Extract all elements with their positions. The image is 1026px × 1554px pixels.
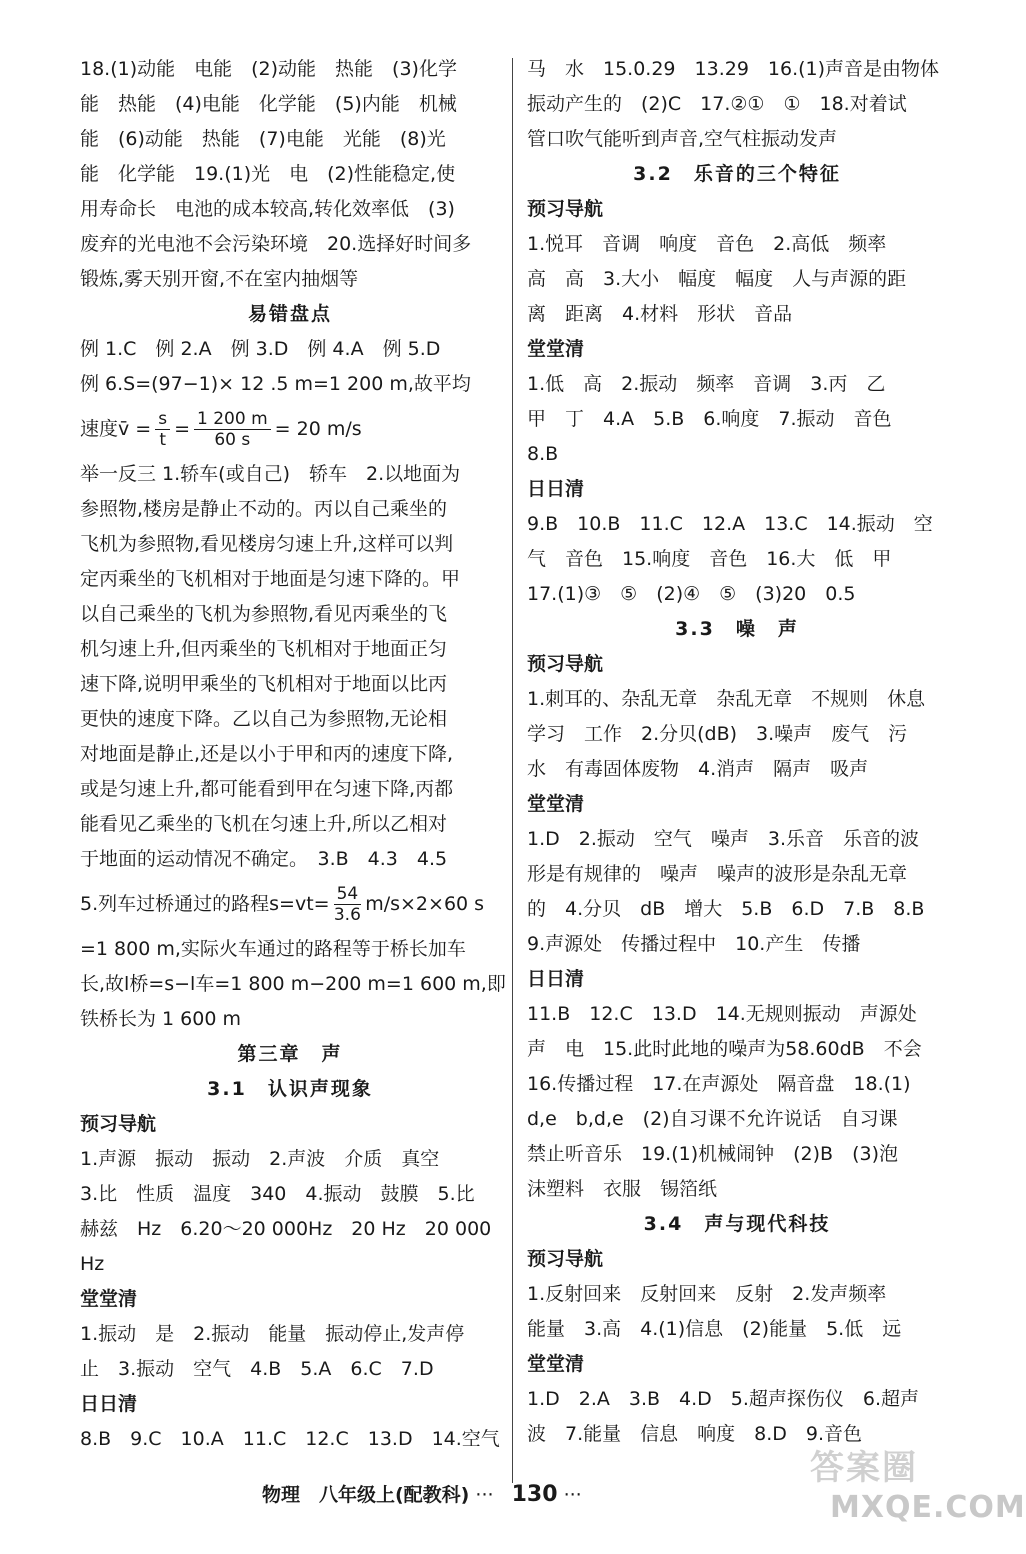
watermark-url: MXQE.COM [830,1490,1026,1525]
answer-line: 1.低 高 2.振动 频率 音调 3.丙 乙 [527,373,886,395]
answer-line: 气 音色 15.响度 音色 16.大 低 甲 [527,548,892,570]
subheading-yuxi: 预习导航 [527,198,604,220]
fraction-denominator: t [159,430,166,450]
answer-line: 于地面的运动情况不确定。 3.B 4.3 4.5 [80,848,448,870]
text-block [527,367,947,472]
text-block [80,1317,500,1387]
answer-line: 用寿命长 电池的成本较高,转化效率低 (3) [80,198,455,220]
subheading-yuxi: 预习导航 [527,1248,604,1270]
answer-line: 1.振动 是 2.振动 能量 振动停止,发声停 [80,1323,465,1345]
text-block [527,227,947,332]
chapter-title: 第三章 声 [237,1043,343,1065]
answer-line: 能量 3.高 4.(1)信息 (2)能量 5.低 远 [527,1318,902,1340]
answer-line: 能 化学能 19.(1)光 电 (2)性能稳定,使 [80,163,456,185]
subheading-tangtang: 堂堂清 [527,338,585,360]
formula-text: 速度v̄ = [80,418,152,440]
answer-line: 能看见乙乘坐的飞机在匀速上升,所以乙相对 [80,813,448,835]
text-block [527,1277,947,1347]
page-number: 130 [511,1482,558,1507]
answer-line: 速下降,说明甲乘坐的飞机相对于地面以比丙 [80,673,448,695]
answer-line: 举一反三 1.轿车(或自己) 轿车 2.以地面为 [80,463,461,485]
answer-line: d,e b,d,e (2)自习课不允许说话 自习课 [527,1108,898,1130]
formula-text: = 20 m/s [274,418,362,440]
formula-text: 5.列车过桥通过的路程s=vt= [80,893,330,915]
answer-line: 废弃的光电池不会污染环境 20.选择好时间多 [80,233,472,255]
subheading-riri: 日日清 [80,1393,138,1415]
text-block [527,682,947,787]
watermark-logo [760,1440,1026,1530]
answer-line: 能 (6)动能 热能 (7)电能 光能 (8)光 [80,128,446,150]
fraction-numerator: 1 200 m [194,409,271,430]
answer-line: 长,故l桥=s−l车=1 800 m−200 m=1 600 m,即 [80,973,506,995]
fraction [155,409,170,450]
answer-line: 参照物,楼房是静止不动的。丙以自己乘坐的 [80,498,448,520]
answer-line: 1.D 2.A 3.B 4.D 5.超声探伤仪 6.超声 [527,1388,920,1410]
footer-subject: 物理 八年级上(配教科) [262,1484,470,1506]
answer-line: 17.(1)③ ⑤ (2)④ ⑤ (3)20 0.5 [527,583,856,605]
answer-line: 水 有毒固体废物 4.消声 隔声 吸声 [527,758,869,780]
subheading-yuxi: 预习导航 [80,1113,157,1135]
subheading-riri: 日日清 [527,968,585,990]
answer-line: 锻炼,雾天别开窗,不在室内抽烟等 [80,268,359,290]
answer-line: 9.B 10.B 11.C 12.A 13.C 14.振动 空 [527,513,933,535]
answer-line: 1.刺耳的、杂乱无章 杂乱无章 不规则 休息 [527,688,926,710]
section-title: 3.4 声与现代科技 [643,1213,831,1235]
formula-text: = [174,418,190,440]
answer-line: 11.B 12.C 13.D 14.无规则振动 声源处 [527,1003,917,1025]
example-line: 例 6.S=(97−1)× 12 .5 m=1 200 m,故平均 [80,373,471,395]
watermark-text: 答案圈 [810,1448,918,1488]
subheading-yuxi: 预习导航 [527,653,604,675]
answer-line: 8.B 9.C 10.A 11.C 12.C 13.D 14.空气 [80,1428,500,1450]
answer-line: 飞机为参照物,看见楼房匀速上升,这样可以判 [80,533,454,555]
text-block [527,507,947,612]
text-block [80,457,500,877]
answer-line: 甲 丁 4.A 5.B 6.响度 7.振动 音色 [527,408,892,430]
answer-line: 高 高 3.大小 幅度 幅度 人与声源的距 [527,268,907,290]
answer-line: 离 距离 4.材料 形状 音品 [527,303,793,325]
answer-line: 对地面是静止,还是以小于甲和丙的速度下降, [80,743,454,765]
answer-line: 机匀速上升,但丙乘坐的飞机相对于地面正匀 [80,638,448,660]
answer-line: 8.B [527,443,559,465]
answer-line: 1.声源 振动 振动 2.声波 介质 真空 [80,1148,440,1170]
section-title: 3.1 认识声现象 [207,1078,373,1100]
text-block [80,1142,500,1282]
fraction-numerator: s [155,409,170,430]
answer-line: 马 水 15.0.29 13.29 16.(1)声音是由物体 [527,58,940,80]
answer-line: 形是有规律的 噪声 噪声的波形是杂乱无章 [527,863,908,885]
answer-line: 的 4.分贝 dB 增大 5.B 6.D 7.B 8.B [527,898,925,920]
answer-line: 定丙乘坐的飞机相对于地面是匀速下降的。甲 [80,568,461,590]
answer-line: 或是匀速上升,都可能看到甲在匀速下降,丙都 [80,778,454,800]
section-title: 3.3 噪 声 [675,618,799,640]
fraction-denominator: 60 s [214,430,251,450]
text-block [527,997,947,1207]
answer-line: 更快的速度下降。乙以自己为参照物,无论相 [80,708,448,730]
section-title: 3.2 乐音的三个特征 [633,163,841,185]
example-line: 例 1.C 例 2.A 例 3.D 例 4.A 例 5.D [80,338,441,360]
answer-line: 声 电 15.此时此地的噪声为58.60dB 不会 [527,1038,922,1060]
subheading-tangtang: 堂堂清 [80,1288,138,1310]
answer-line: =1 800 m,实际火车通过的路程等于桥长加车 [80,938,466,960]
left-column [80,52,506,1457]
answer-line: Hz [80,1253,105,1275]
answer-line: 波 7.能量 信息 响度 8.D 9.音色 [527,1423,863,1445]
answer-line: 止 3.振动 空气 4.B 5.A 6.C 7.D [80,1358,434,1380]
fraction-denominator: 3.6 [333,905,361,925]
subheading-riri: 日日清 [527,478,585,500]
text-block [80,52,500,297]
answer-line: 1.悦耳 音调 响度 音色 2.高低 频率 [527,233,887,255]
subheading-tangtang: 堂堂清 [527,793,585,815]
answer-line: 1.反射回来 反射回来 反射 2.发声频率 [527,1283,887,1305]
text-block [80,932,506,1037]
right-column [527,52,947,1452]
answer-line: 赫兹 Hz 6.20～20 000Hz 20 Hz 20 000 [80,1218,492,1240]
answer-line: 铁桥长为 1 600 m [80,1008,241,1030]
text-block [80,1422,500,1457]
speed-formula [80,402,500,457]
fraction [334,884,362,925]
answer-line: 振动产生的 (2)C 17.②① ① 18.对着试 [527,93,907,115]
page-footer [262,1480,582,1510]
formula-text: m/s×2×60 s [365,893,485,915]
q5-formula [80,877,500,932]
answer-line: 沫塑料 衣服 锡箔纸 [527,1178,718,1200]
fraction-numerator: 54 [334,884,362,905]
column-divider [512,58,513,1483]
footer-dashes: ··· [563,1484,582,1506]
fraction [194,409,271,450]
answer-line: 16.传播过程 17.在声源处 隔音盘 18.(1) [527,1073,911,1095]
answer-line: 9.声源处 传播过程中 10.产生 传播 [527,933,861,955]
answer-line: 禁止听音乐 19.(1)机械闹钟 (2)B (3)泡 [527,1143,898,1165]
answer-line: 学习 工作 2.分贝(dB) 3.噪声 废气 污 [527,723,908,745]
answer-line: 3.比 性质 温度 340 4.振动 鼓膜 5.比 [80,1183,475,1205]
footer-dashes: ··· [475,1484,494,1506]
answer-line: 以自己乘坐的飞机为参照物,看见丙乘坐的飞 [80,603,448,625]
text-block [527,822,947,962]
answer-line: 管口吹气能听到声音,空气柱振动发声 [527,128,838,150]
subheading-tangtang: 堂堂清 [527,1353,585,1375]
answer-line: 18.(1)动能 电能 (2)动能 热能 (3)化学 [80,58,457,80]
answer-line: 1.D 2.振动 空气 噪声 3.乐音 乐音的波 [527,828,920,850]
answer-line: 能 热能 (4)电能 化学能 (5)内能 机械 [80,93,457,115]
heading-yicuo: 易错盘点 [247,303,332,325]
text-block [527,52,947,157]
